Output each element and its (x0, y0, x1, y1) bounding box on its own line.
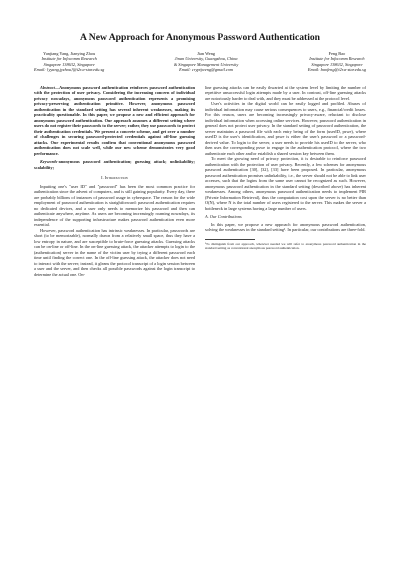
two-column-body (34, 85, 366, 278)
paragraph: line guessing attacks can be easily thwarted at the system level by limiting the number of repetitive unsuccessful login attempts made by a user. In contrast, off-line guessing attacks are notoriously harder to deal with, and they must be addressed at the protocol level. (205, 84, 366, 101)
footnote-rule (205, 239, 255, 240)
author-email: Email: {yyang,jyzhou}@i2r.a-star.edu.sg (34, 67, 105, 73)
paragraph: To meet the growing need of privacy protection, it is desirable to reinforce password authentication with the protection of user privacy. Recently, a few schemes for anonymous password authentication [30], [32], [33] have been proposed. In particular, anonymous password authentication promises unlinkability, i.e., the server should not be able to link user accesses, such that the logins from the same user cannot be recognized as such. However, anonymous password authentication in the standard setting (described above) has inherent weaknesses. Among others, anonymous password authentication needs to implement PIR (Private Information Retrieval), thus the computation cost upon the server is no better than O(N), where N is the total number of users registered to the server. This makes the server a bottleneck in large systems having a large number of users. (205, 156, 366, 211)
keywords-text: -anonymous password authentication; guessing attack; unlinkability; scalability; (34, 159, 195, 170)
author-2 (174, 51, 238, 73)
left-column (34, 85, 195, 278)
author-3 (308, 51, 366, 73)
author-affiliation: Singapore 138632, Singapore (43, 61, 95, 67)
author-affiliation: Jinan University, Guangzhou, China (174, 56, 238, 62)
abstract-text: —Anonymous password authentication reinforces password authentication with the protection of user privacy. Considering the increasing concern of individual privacy nowadays, anonymous password authentication represents a promising privacy-preserving authentication primitive. However, anonymous password authentication in the standard setting has several inherent weaknesses, making its practicality questionable. In this paper, we propose a new and efficient approach for anonymous password authentication. Our approach assumes a different setting where users do not register their passwords to the server; rather, they use passwords to protect their authentication credentials. We present a concrete scheme, and get over a number of challenges in securing password-protected credentials against off-line guessing attacks. Our experimental results confirm that conventional anonymous password authentication does not scale well, while our new scheme demonstrates very good performance. (34, 84, 195, 156)
section-heading-introduction: I. Introduction (101, 175, 128, 181)
author-affiliation: & Singapore Management University (173, 61, 239, 67)
author-1 (34, 51, 104, 73)
keywords (34, 159, 195, 170)
author-block (34, 51, 366, 73)
right-column (205, 85, 366, 278)
author-name: Feng Bao (328, 51, 346, 56)
subsection-heading-contributions: A. Our Contributions (205, 214, 242, 220)
paragraph: However, password authentication has intrinsic weaknesses. In particular, passwords are short (to be memorizable), normally drawn from a relatively small space, thus they have a low entropy in nature, and are susceptible to brute-force guessing attacks. Guessing attacks can be on-line or off-line. In the on-line guessing attack, the attacker attempts to login to the (authentication) server in the name of the victim user by trying a different password each time until finding the correct one. In the off-line guessing attack, the attacker does not need to interact with the server; instead, it gleans the protocol transcript of a login session between a user and the server, and then checks all possible passwords against the login transcript to determine the actual one. On- (34, 227, 195, 277)
author-name: Yanjiang Yang, Jianying Zhou (43, 51, 96, 56)
author-affiliation: Institute for Infocomm Research (309, 56, 365, 62)
author-name: Jian Weng (197, 51, 215, 56)
paragraph: Inputting one's "user ID" and "password" has been the most common practice for authentication since the advent of computers, and is still gaining popularity. Every day, there are probably billions of instances of password usage in cyberspace. The reason for the wide employment of password authentication is straightforward: password authentication requires no dedicated devices, and a user only needs to memorize his password and then can authenticate anywhere, anytime. As users are becoming increasingly roaming nowadays, its independence of the supporting infrastructure makes password authentication even more essential. (34, 183, 195, 228)
author-email: Email: baofeng@i2r.a-star.edu.sg (307, 67, 366, 73)
paragraph: User's activities in the digital world can be easily logged and profiled. Abuses of individual information may cause serious consequences to users, e.g., financial/credit losses. For this reason, users are becoming increasingly privacy-aware, reluctant to disclose individual information when accessing online services. However, password authentication in general does not protect user privacy. In the standard setting of password authentication, the server maintains a password file with each entry being of the form (userID, pswe), where userID is the user's identification, and pswe is either the user's password or a password-derived value. To login to the server, a user needs to provide his userID to the server, who then uses the corresponding pswe to engage in the authentication protocol, where the two authenticate each other and/or establish a shared session key between them. (205, 101, 366, 156)
paragraph: In this paper, we propose a new approach for anonymous password authentication, solving the weaknesses in the standard setting¹. In particular, our contributions are three-fold. (205, 221, 366, 233)
keywords-label: Keywords (40, 159, 58, 165)
author-email: Email: cryptjweng@gmail.com (179, 67, 233, 73)
abstract-label: Abstract (40, 84, 55, 90)
abstract (34, 85, 195, 157)
paper-title: A New Approach for Anonymous Password Authentication (79, 32, 321, 43)
author-affiliation: Institute for Infocomm Research (41, 56, 97, 62)
author-affiliation: Singapore 138632, Singapore (311, 61, 363, 67)
footnote: ¹To distinguish from our approach, wherever needed we will refer to anonymous password authentication in the standard setting as conventional anonymous password authentication. (205, 241, 366, 251)
